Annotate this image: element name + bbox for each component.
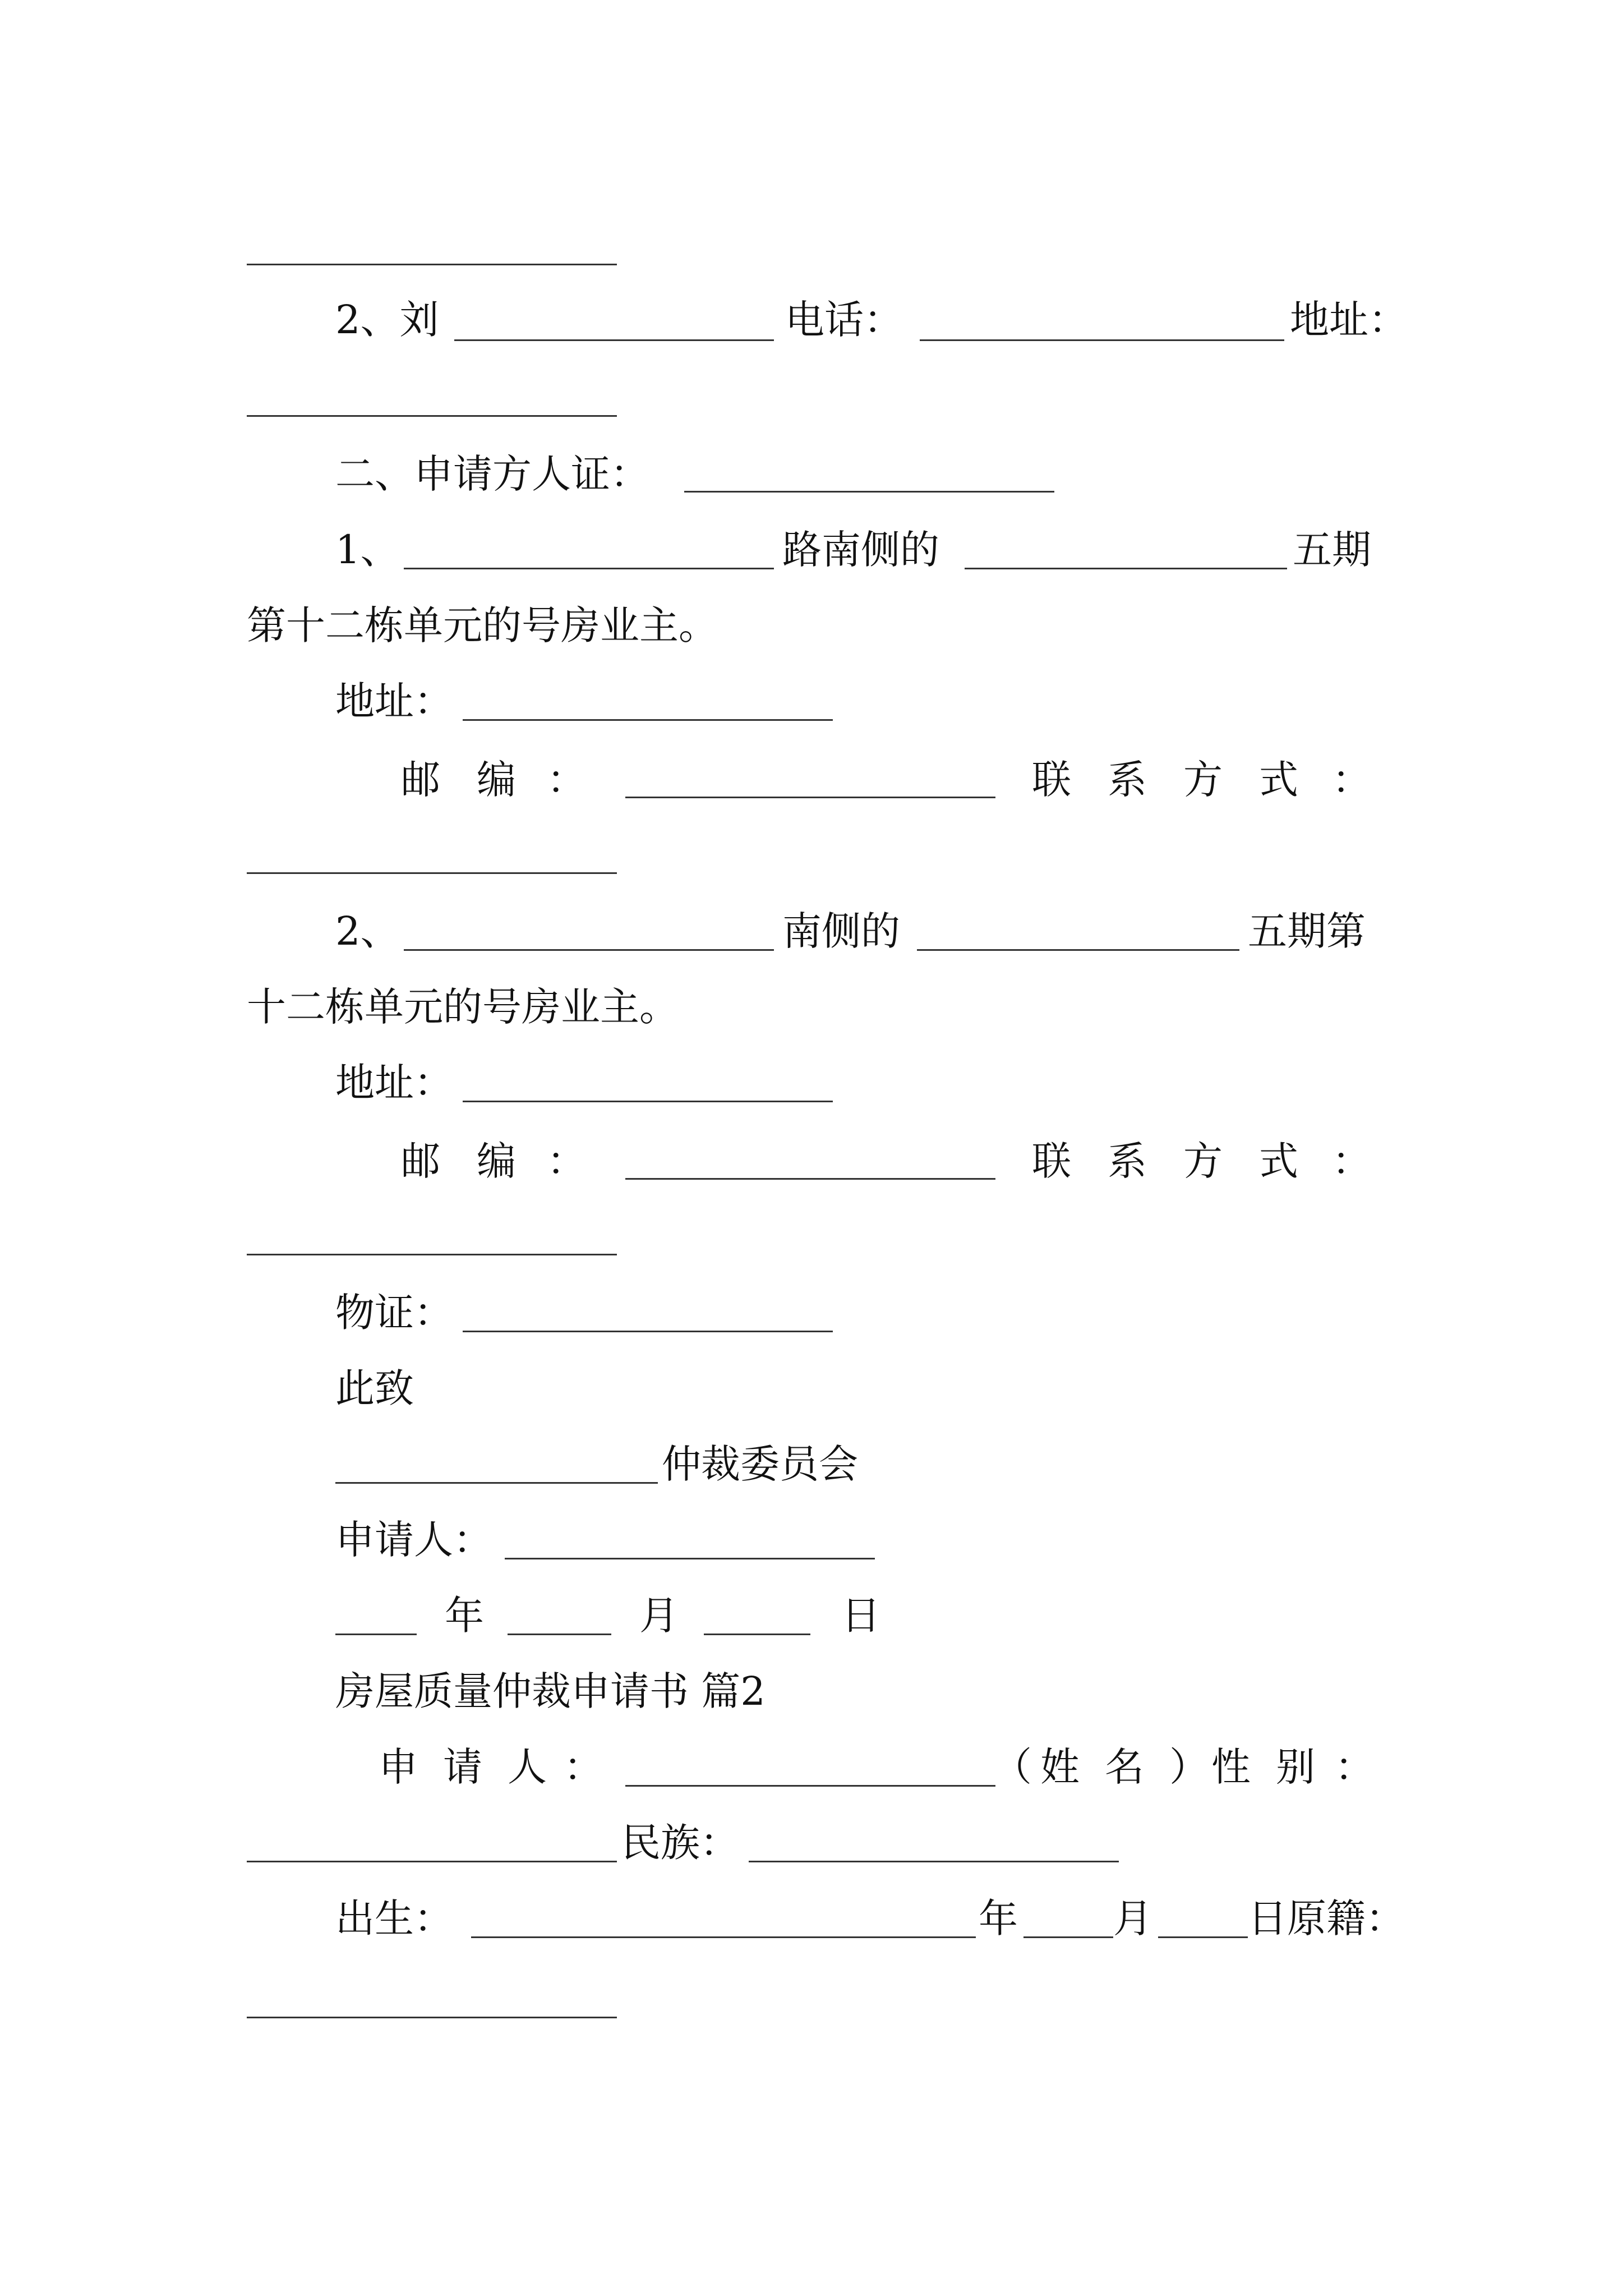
fill-blank[interactable] — [247, 264, 617, 265]
gender-colon: ： — [1335, 1744, 1374, 1790]
contact-char: 联 — [1032, 1138, 1071, 1184]
applicant-label: 申请人： — [335, 1517, 492, 1563]
applicant-info-line — [0, 1736, 1623, 1798]
witness-1-address — [0, 670, 1623, 732]
contact-char: 方 — [1183, 1138, 1223, 1184]
fill-blank[interactable] — [247, 1861, 617, 1862]
birth-day-origin-label: 日原籍： — [1248, 1895, 1405, 1941]
south-label: 南侧的 — [782, 908, 900, 954]
address-label: 地址： — [335, 678, 453, 724]
zip-colon: ： — [547, 757, 586, 803]
phase-label: 五期第 — [1248, 908, 1366, 954]
fill-blank[interactable] — [335, 1482, 658, 1484]
section-title: 二、申请方人证： — [335, 451, 649, 497]
committee-line — [0, 1433, 1623, 1495]
witness-2-detail: 十二栋单元的号房业主。 — [247, 984, 679, 1030]
fill-blank[interactable] — [625, 1785, 995, 1787]
paren-close: ） — [1169, 1744, 1209, 1790]
fill-blank[interactable] — [471, 1936, 976, 1938]
section-heading-2 — [0, 1660, 1623, 1722]
section-heading — [0, 443, 1623, 505]
phase-label: 五期 — [1293, 527, 1371, 573]
zip-char: 编 — [477, 1138, 516, 1184]
fill-blank[interactable] — [965, 568, 1287, 569]
gender-char: 性 — [1211, 1744, 1251, 1790]
salutation: 此致 — [335, 1365, 414, 1411]
applicant-colon: ： — [564, 1744, 603, 1790]
witness-2-number: 2、 — [335, 908, 400, 954]
zip-char: 编 — [477, 757, 516, 803]
year-label: 年 — [445, 1593, 484, 1639]
fill-blank[interactable] — [1158, 1936, 1248, 1938]
name-char: 名 — [1105, 1744, 1144, 1790]
applicant-char: 申 — [379, 1744, 418, 1790]
contact-char: 联 — [1032, 757, 1071, 803]
document-heading: 房屋质量仲裁申请书 篇2 — [335, 1668, 766, 1714]
fill-blank[interactable] — [920, 339, 1284, 341]
witness-2-zip-line — [0, 1130, 1623, 1192]
fill-blank[interactable] — [454, 339, 774, 341]
contact-char: 式 — [1259, 1138, 1298, 1184]
address-label: 地址： — [335, 1060, 453, 1106]
material-evidence-line — [0, 1282, 1623, 1343]
witness-1-line — [0, 519, 1623, 581]
fill-blank[interactable] — [917, 949, 1239, 951]
fill-blank[interactable] — [625, 1178, 995, 1180]
paren-open: （ — [993, 1744, 1032, 1790]
fill-blank[interactable] — [749, 1861, 1119, 1862]
zip-char: 邮 — [401, 1138, 440, 1184]
fill-blank[interactable] — [625, 797, 995, 798]
fill-blank[interactable] — [404, 568, 774, 569]
fill-blank[interactable] — [335, 1634, 417, 1635]
contact-char: 方 — [1183, 757, 1223, 803]
witness-1-zip-line — [0, 749, 1623, 811]
witness-2-address — [0, 1052, 1623, 1114]
road-south-label: 路南侧的 — [782, 527, 939, 573]
fill-blank[interactable] — [404, 949, 774, 951]
birth-label: 出生： — [335, 1895, 453, 1941]
ethnicity-label: 民族： — [621, 1820, 739, 1866]
birth-line — [0, 1888, 1623, 1949]
zip-char: 邮 — [401, 757, 440, 803]
fill-blank[interactable] — [463, 1101, 833, 1102]
fill-blank[interactable] — [463, 719, 833, 721]
ethnicity-line — [0, 1812, 1623, 1874]
fill-blank[interactable] — [508, 1634, 611, 1635]
address-label: 地址： — [1290, 297, 1408, 343]
witness-1-number: 1、 — [335, 527, 400, 573]
month-label: 月 — [639, 1593, 679, 1639]
date-line — [0, 1585, 1623, 1646]
name-char: 姓 — [1040, 1744, 1080, 1790]
witness-2-line — [0, 900, 1623, 962]
fill-blank[interactable] — [684, 491, 1054, 493]
contact-char: 系 — [1108, 757, 1147, 803]
material-evidence-label: 物证： — [335, 1290, 453, 1336]
applicant-char: 请 — [443, 1744, 482, 1790]
salutation-line — [0, 1358, 1623, 1419]
gender-char: 别 — [1276, 1744, 1315, 1790]
fill-blank[interactable] — [1023, 1936, 1113, 1938]
committee-label: 仲裁委员会 — [662, 1441, 858, 1487]
witness-1-detail: 第十二栋单元的号房业主。 — [247, 602, 718, 648]
applicant-sign-line — [0, 1509, 1623, 1571]
contact-colon: ： — [1332, 1138, 1371, 1184]
contact-colon: ： — [1332, 757, 1371, 803]
zip-colon: ： — [547, 1138, 586, 1184]
applicant-char: 人 — [508, 1744, 547, 1790]
contact-char: 系 — [1108, 1138, 1147, 1184]
fill-blank[interactable] — [505, 1558, 875, 1559]
fill-blank[interactable] — [704, 1634, 810, 1635]
phone-label: 电话： — [785, 297, 903, 343]
birth-month-label: 月 — [1113, 1895, 1152, 1941]
fill-blank[interactable] — [463, 1331, 833, 1332]
witness-2-continuation — [0, 976, 1623, 1038]
fill-blank[interactable] — [247, 2017, 617, 2018]
birth-year-label: 年 — [979, 1895, 1018, 1941]
witness-1-continuation — [0, 595, 1623, 656]
witness-liu-line — [0, 289, 1623, 351]
day-label: 日 — [841, 1593, 880, 1639]
contact-char: 式 — [1259, 757, 1298, 803]
fill-blank[interactable] — [247, 872, 617, 874]
witness-liu-number: 2、刘 — [335, 297, 439, 343]
fill-blank[interactable] — [247, 415, 617, 417]
fill-blank[interactable] — [247, 1254, 617, 1255]
